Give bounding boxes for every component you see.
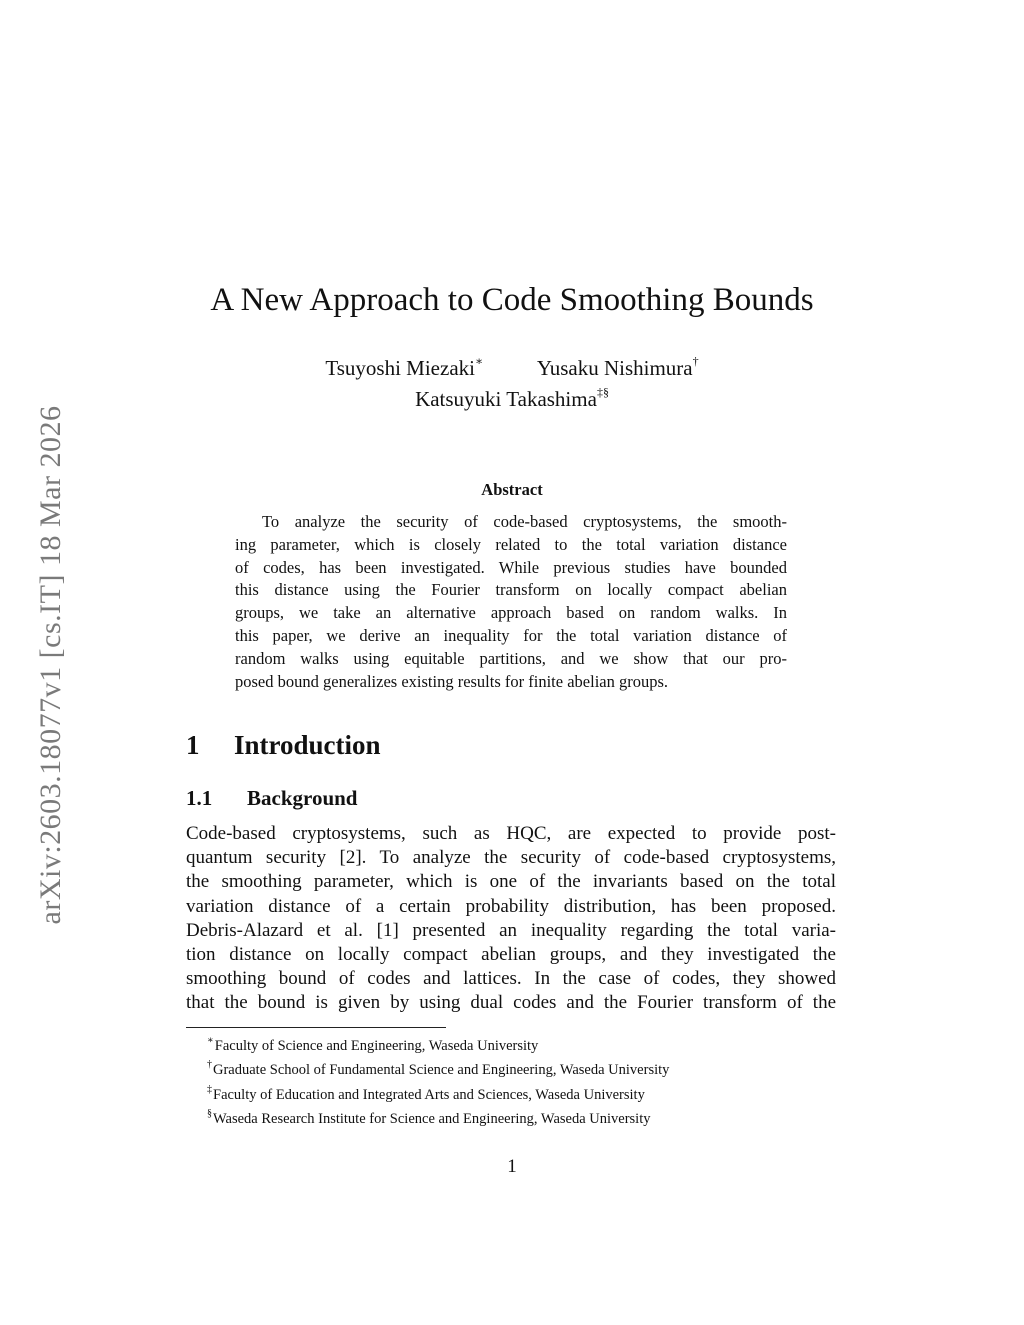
abstract-line: this paper, we derive an inequality for the total variation distance of: [235, 625, 787, 645]
author-name: Tsuyoshi Miezaki: [325, 356, 475, 380]
body-paragraph: [186, 822, 836, 1016]
footnote: [207, 1081, 669, 1105]
footnote-mark: †: [207, 1059, 212, 1071]
subsection-title: Background: [247, 786, 358, 810]
footnote-mark: §: [207, 1107, 212, 1119]
body-line: quantum security [2]. To analyze the security of code-based cryptosystems,: [186, 847, 836, 869]
section-title: Introduction: [234, 730, 381, 760]
abstract-line: this distance using the Fourier transform on locally compact abelian: [235, 580, 787, 600]
author-affiliation-mark: †: [692, 354, 699, 368]
section-number: 1: [186, 730, 200, 760]
body-line: smoothing bound of codes and lattices. In the case of codes, they showed: [186, 968, 836, 990]
abstract-heading: Abstract: [481, 480, 543, 499]
author-affiliation-mark: ‡§: [596, 385, 609, 399]
body-line: Debris-Alazard et al. [1] presented an inequality regarding the total varia-: [186, 919, 836, 941]
abstract-line: ing parameter, which is closely related to the total variation distance: [235, 534, 787, 554]
author-affiliation-mark: ∗: [474, 354, 484, 368]
paper-title: A New Approach to Code Smoothing Bounds: [210, 282, 814, 318]
footnote: [207, 1056, 669, 1080]
subsection-number: 1.1: [186, 786, 213, 810]
abstract-line: groups, we take an alternative approach based on random walks. In: [235, 603, 787, 623]
abstract-line: posed bound generalizes existing results for finite abelian groups.: [235, 671, 669, 691]
footnote-text: Faculty of Science and Engineering, Waseda University: [214, 1037, 539, 1054]
body-line: that the bound is given by using dual codes and the Fourier transform of the: [186, 992, 836, 1014]
body-line: variation distance of a certain probability distribution, has been proposed.: [186, 895, 836, 917]
author-list: [0, 348, 1024, 410]
abstract-line: of codes, has been investigated. While previous studies have bounded: [235, 557, 787, 577]
body-line: Code-based cryptosystems, such as HQC, are expected to provide post-: [186, 823, 836, 844]
abstract-line: random walks using equitable partitions, and we show that our pro-: [235, 648, 787, 668]
section-heading: [186, 728, 381, 762]
subsection-heading: [186, 784, 358, 812]
abstract-text: [235, 511, 787, 693]
footnote: [207, 1032, 669, 1056]
author-name: Yusaku Nishimura: [536, 356, 693, 380]
author-name: Katsuyuki Takashima: [415, 387, 597, 411]
footnote-text: Faculty of Education and Integrated Arts and Sciences, Waseda University: [213, 1086, 645, 1103]
footnote-mark: ‡: [207, 1083, 212, 1095]
footnote: [207, 1105, 669, 1129]
footnote-text: Waseda Research Institute for Science and Engineering, Waseda University: [213, 1110, 651, 1127]
body-line: tion distance on locally compact abelian groups, and they investigated the: [186, 944, 836, 966]
footnote-mark: ∗: [207, 1035, 214, 1046]
arxiv-identifier: arXiv:2603.18077v1 [cs.IT] 18 Mar 2026: [34, 405, 67, 925]
footnote-divider: [186, 1027, 446, 1028]
footnote-text: Graduate School of Fundamental Science and Engineering, Waseda University: [213, 1062, 670, 1079]
footnote-list: [207, 1032, 669, 1129]
body-line: the smoothing parameter, which is one of the invariants based on the total: [186, 871, 836, 893]
abstract-line: To analyze the security of code-based cryptosystems, the smooth-: [262, 512, 787, 531]
page-number: 1: [507, 1156, 517, 1177]
author-line-2: [0, 379, 1024, 410]
author-line-1: [0, 348, 1024, 379]
